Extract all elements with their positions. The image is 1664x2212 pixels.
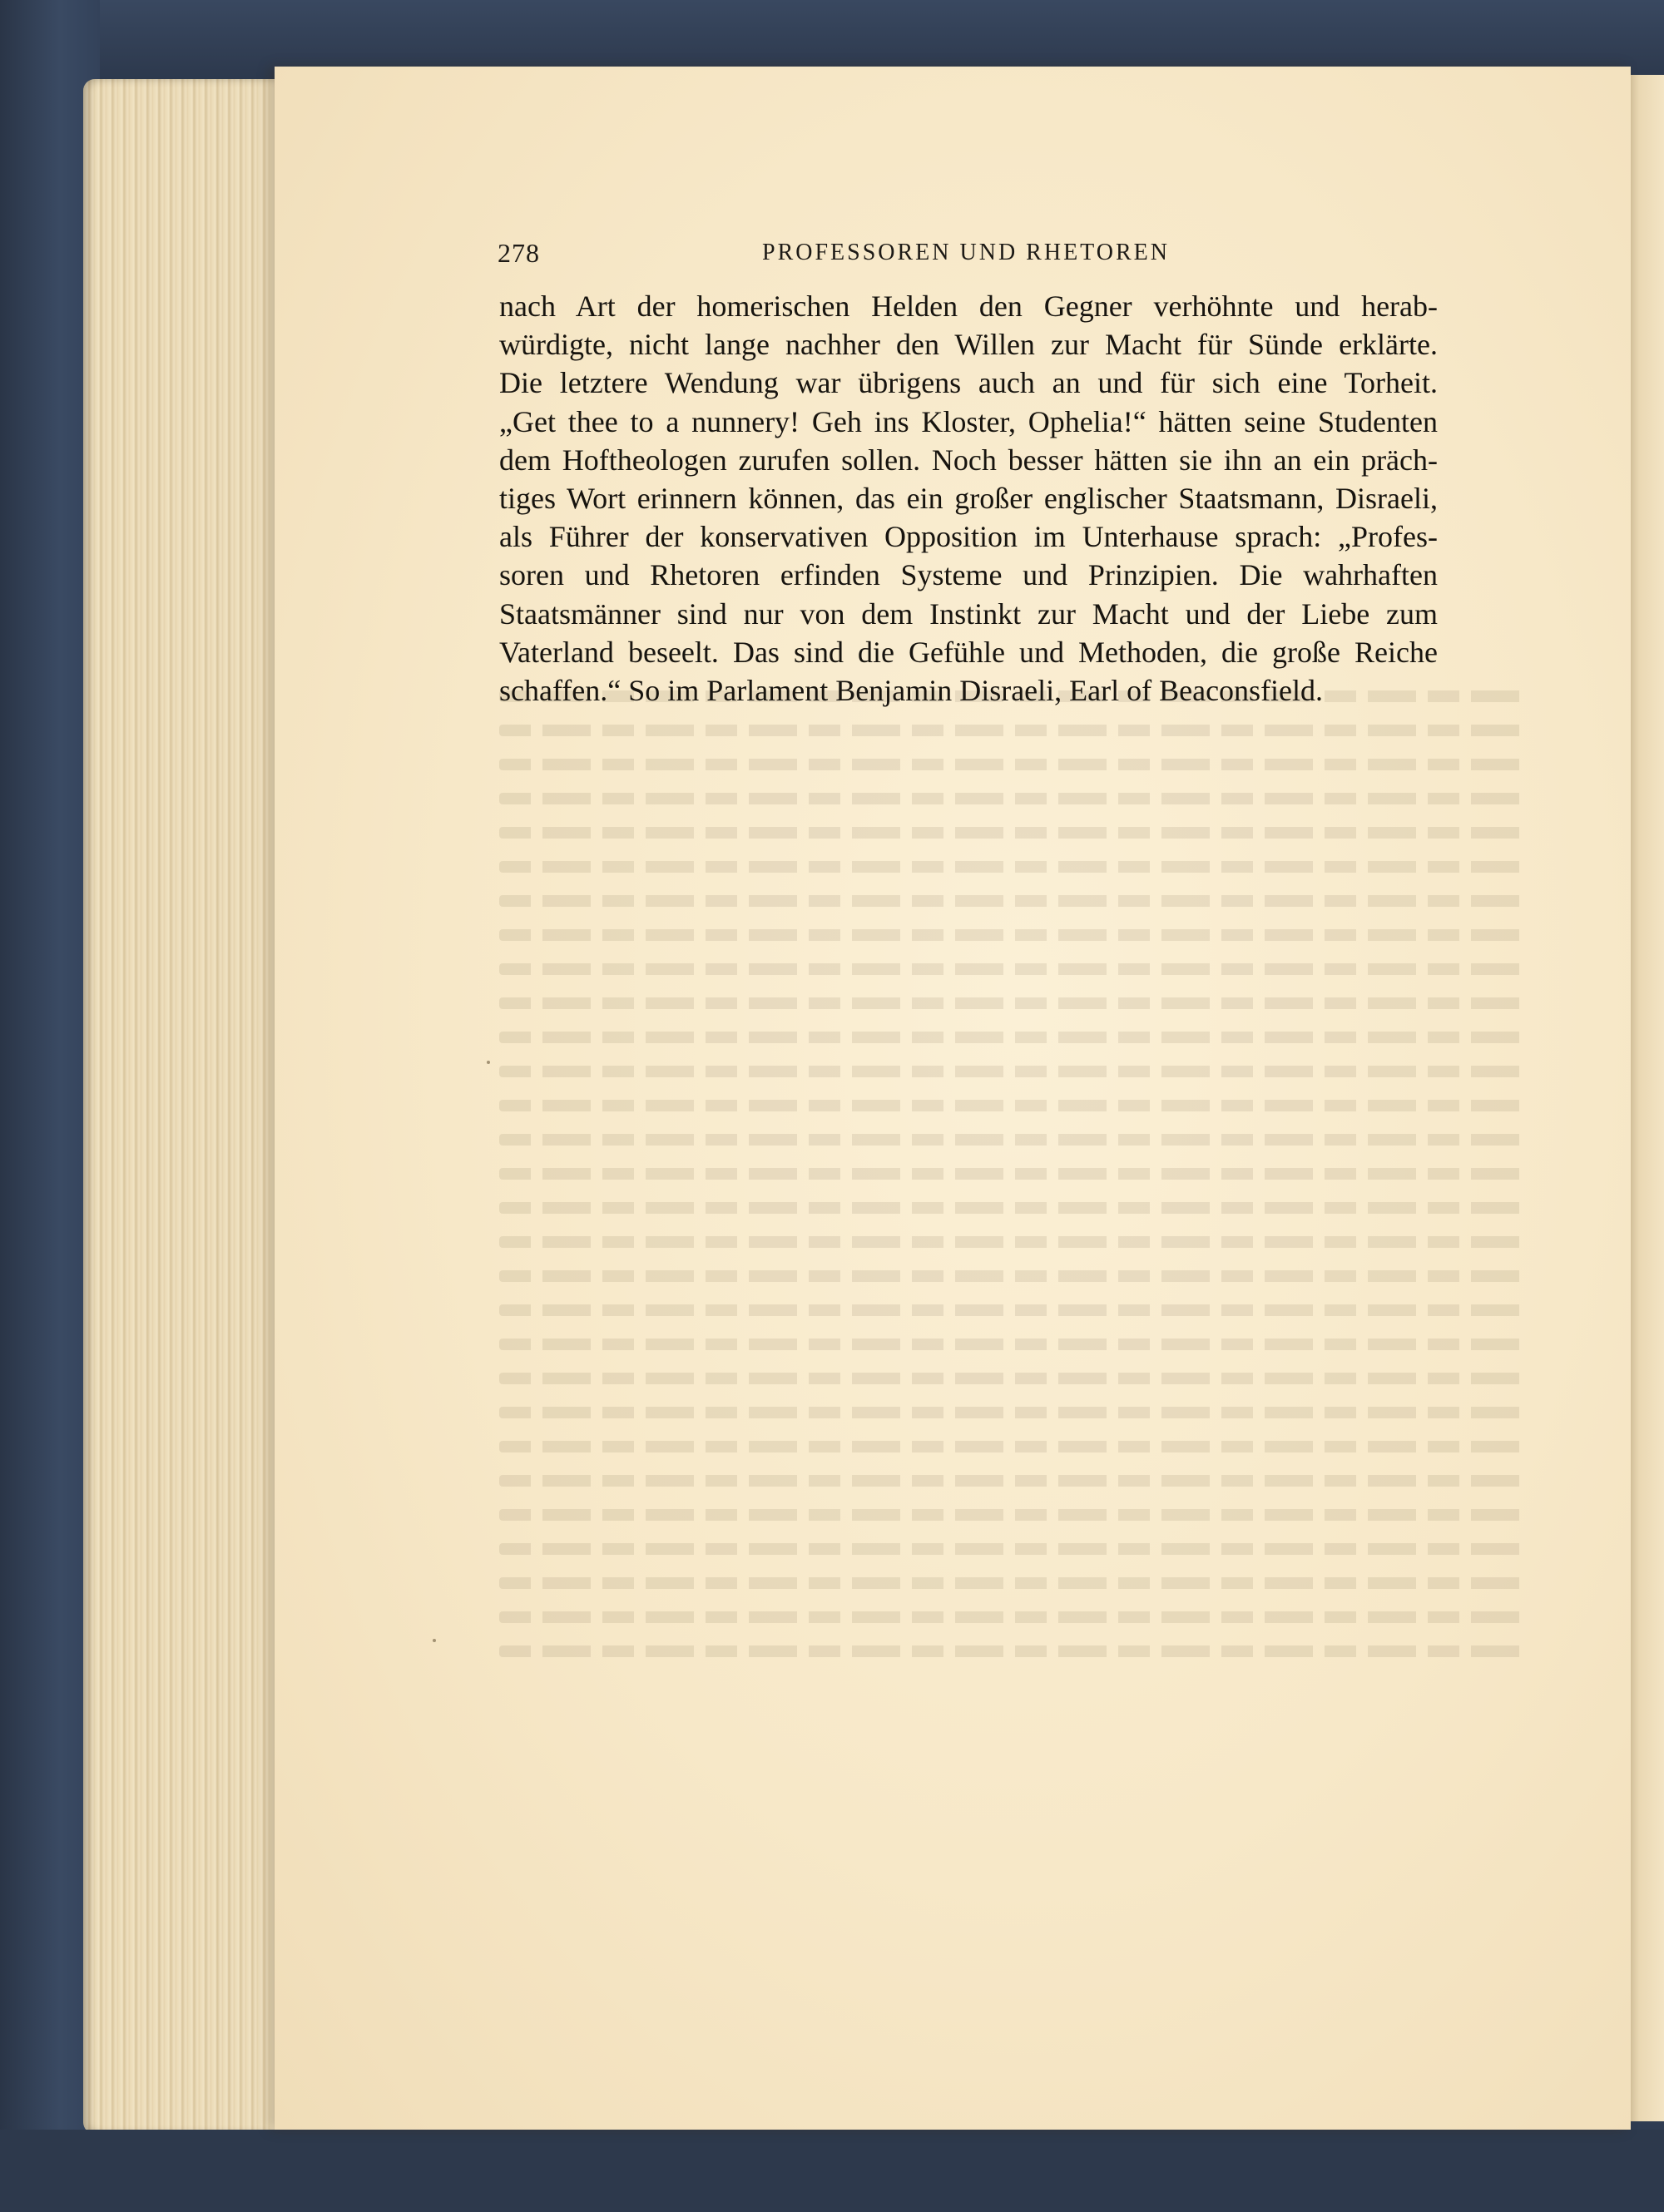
text-line: „Get thee to a nunnery! Geh ins Kloster, Ophelia!“ hätten seine Studenten bbox=[499, 404, 1438, 438]
text-line: tiges Wort erinnern können, das ein großer englischer Staatsmann, Disraeli, bbox=[499, 481, 1438, 515]
text-line: Staatsmänner sind nur von dem Instinkt zur Macht und der Liebe zum bbox=[499, 596, 1438, 631]
page-edge-stack bbox=[83, 79, 283, 2134]
bleed-through-text bbox=[499, 690, 1523, 1705]
text-line: nach Art der homerischen Helden den Gegner verhöhnte und herab- bbox=[499, 289, 1438, 323]
book-binding-bottom bbox=[0, 2130, 1664, 2212]
page-number: 278 bbox=[498, 238, 540, 268]
paper-speck bbox=[487, 1061, 490, 1064]
text-line: als Führer der konservativen Opposition im Unterhause sprach: „Profes- bbox=[499, 520, 1438, 554]
running-head-title: PROFESSOREN UND RHETOREN bbox=[762, 240, 1170, 265]
text-line: soren und Rhetoren erfinden Systeme und Prinzipien. Die wahrhaften bbox=[499, 558, 1438, 592]
text-line: Die letztere Wendung war übrigens auch an und für sich eine Torheit. bbox=[499, 366, 1438, 400]
text-line: dem Hoftheologen zurufen sollen. Noch besser hätten sie ihn an ein präch- bbox=[499, 443, 1438, 477]
running-head bbox=[498, 238, 1454, 271]
text-line: würdigte, nicht lange nachher den Willen zur Macht für Sünde erklärte. bbox=[499, 328, 1438, 362]
text-line: schaffen.“ So im Parlament Benjamin Disraeli, Earl of Beaconsfield. bbox=[499, 673, 1324, 707]
paper-speck bbox=[433, 1639, 436, 1642]
text-line: Vaterland beseelt. Das sind die Gefühle und Methoden, die große Reiche bbox=[499, 635, 1438, 669]
body-paragraph bbox=[499, 287, 1438, 710]
